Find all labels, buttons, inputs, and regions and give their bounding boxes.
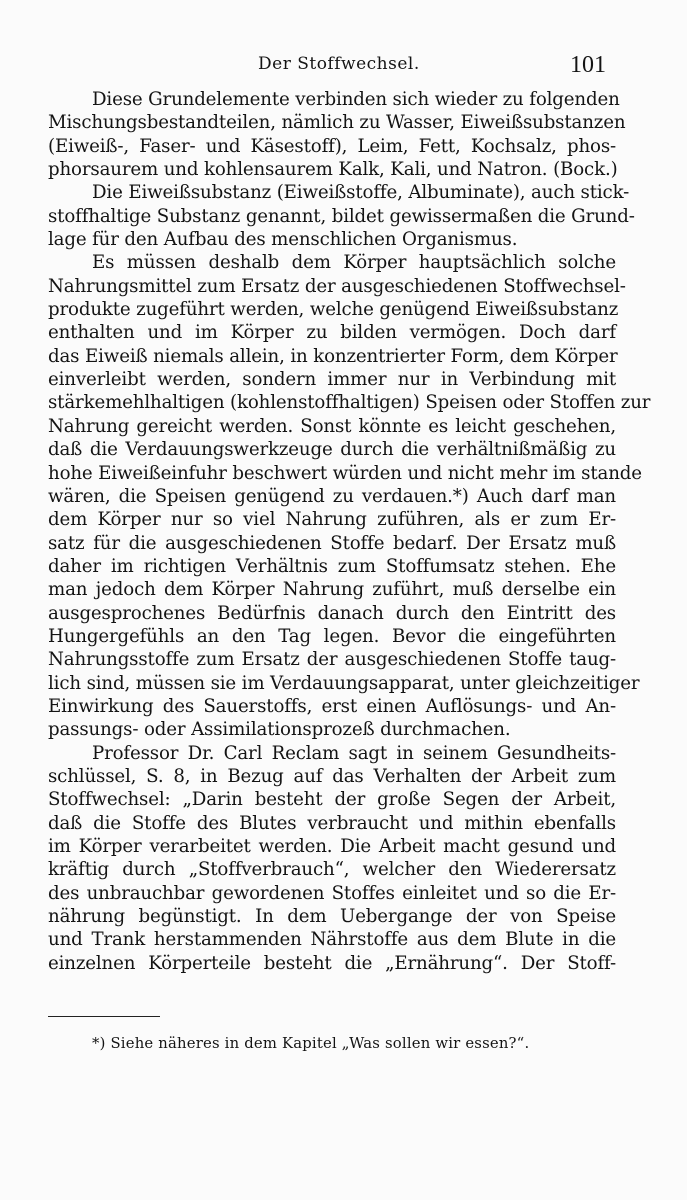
text-line: wären, die Speisen genügend zu verdauen.*) Auch darf man bbox=[48, 485, 616, 507]
running-title: Der Stoffwechsel. bbox=[258, 54, 420, 74]
text-line: Nahrungsstoffe zum Ersatz der ausgeschiedenen Stoffe taug- bbox=[48, 649, 616, 671]
text-line: ausgesprochenes Bedürfnis danach durch den Eintritt des bbox=[48, 602, 616, 624]
text-line: des unbrauchbar gewordenen Stoffes einleitet und so die Er- bbox=[48, 882, 616, 904]
text-line: Es müssen deshalb dem Körper hauptsächlich solche bbox=[92, 252, 616, 274]
text-line: Nahrung gereicht werden. Sonst könnte es leicht geschehen, bbox=[48, 415, 616, 437]
text-line: enthalten und im Körper zu bilden vermögen. Doch darf bbox=[48, 322, 616, 344]
text-line: daß die Verdauungswerkzeuge durch die verhältnißmäßig zu bbox=[48, 439, 616, 461]
text-line: einzelnen Körperteile besteht die „Ernährung“. Der Stoff- bbox=[48, 952, 616, 974]
running-head bbox=[0, 52, 687, 82]
text-line: Professor Dr. Carl Reclam sagt in seinem Gesundheits- bbox=[92, 742, 616, 764]
text-line: lich sind, müssen sie im Verdauungsapparat, unter gleichzeitiger bbox=[48, 672, 640, 694]
text-line: kräftig durch „Stoffverbrauch“, welcher den Wiederersatz bbox=[48, 859, 616, 881]
text-line: man jedoch dem Körper Nahrung zuführt, muß derselbe ein bbox=[48, 579, 616, 601]
text-line: lage für den Aufbau des menschlichen Organismus. bbox=[48, 229, 518, 251]
text-line: und Trank herstammenden Nährstoffe aus dem Blute in die bbox=[48, 929, 616, 951]
text-line: Einwirkung des Sauerstoffs, erst einen Auflösungs- und An- bbox=[48, 695, 616, 717]
text-line: Hungergefühls an den Tag legen. Bevor die eingeführten bbox=[48, 625, 616, 647]
text-line: (Eiweiß-, Faser- und Käsestoff), Leim, Fett, Kochsalz, phos- bbox=[48, 135, 616, 157]
text-line: schlüssel, S. 8, in Bezug auf das Verhalten der Arbeit zum bbox=[48, 765, 616, 787]
text-line: hohe Eiweißeinfuhr beschwert würden und nicht mehr im stande bbox=[48, 462, 642, 484]
text-line: das Eiweiß niemals allein, in konzentrierter Form, dem Körper bbox=[48, 345, 618, 367]
text-line: Nahrungsmittel zum Ersatz der ausgeschiedenen Stoffwechsel- bbox=[48, 275, 626, 297]
body-text bbox=[48, 88, 651, 975]
text-line: daß die Stoffe des Blutes verbraucht und mithin ebenfalls bbox=[48, 812, 616, 834]
text-line: phorsaurem und kohlensaurem Kalk, Kali, und Natron. (Bock.) bbox=[48, 159, 618, 181]
footnote: *) Siehe näheres in dem Kapitel „Was sollen wir essen?“. bbox=[92, 1035, 530, 1052]
text-line: Die Eiweißsubstanz (Eiweißstoffe, Albuminate), auch stick- bbox=[92, 182, 630, 204]
text-line: Mischungsbestandteilen, nämlich zu Wasser, Eiweißsubstanzen bbox=[48, 112, 626, 134]
text-line: im Körper verarbeitet werden. Die Arbeit macht gesund und bbox=[48, 836, 616, 857]
footnote-divider bbox=[48, 1016, 160, 1017]
text-line: nährung begünstigt. In dem Uebergange der von Speise bbox=[48, 906, 616, 928]
text-line: dem Körper nur so viel Nahrung zuführen, als er zum Er- bbox=[48, 509, 616, 531]
text-line: Stoffwechsel: „Darin besteht der große Segen der Arbeit, bbox=[48, 789, 616, 811]
text-line: satz für die ausgeschiedenen Stoffe bedarf. Der Ersatz muß bbox=[48, 532, 616, 554]
text-line: daher im richtigen Verhältnis zum Stoffumsatz stehen. Ehe bbox=[48, 555, 616, 577]
text-line: Diese Grundelemente verbinden sich wieder zu folgenden bbox=[92, 89, 620, 110]
page-number: 101 bbox=[570, 52, 606, 78]
text-line: stoffhaltige Substanz genannt, bildet gewissermaßen die Grund- bbox=[48, 205, 635, 227]
text-line: produkte zugeführt werden, welche genügend Eiweißsubstanz bbox=[48, 299, 619, 321]
text-line: stärkemehlhaltigen (kohlenstoffhaltigen) Speisen oder Stoffen zur bbox=[48, 392, 651, 414]
text-line: passungs- oder Assimilationsprozeß durchmachen. bbox=[48, 719, 511, 741]
text-line: einverleibt werden, sondern immer nur in Verbindung mit bbox=[48, 369, 616, 391]
